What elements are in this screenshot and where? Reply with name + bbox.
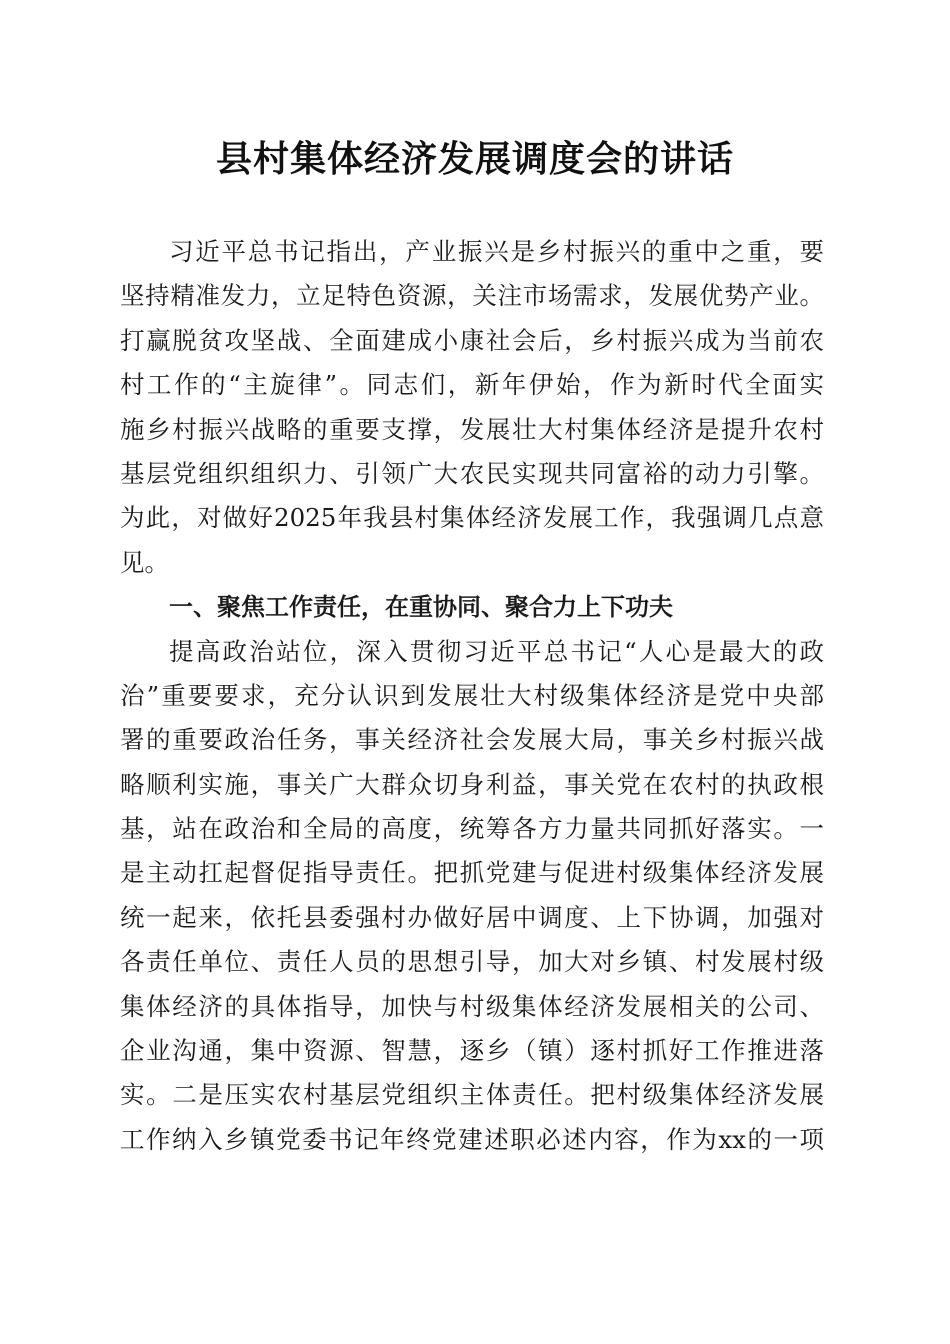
paragraph-line: 打赢脱贫攻坚战、全面建成小康社会后，乡村振兴成为当前农 [120,325,824,355]
paragraph-line: 实。二是压实农村基层党组织主体责任。把村级集体经济发展 [120,1080,824,1110]
paragraph-line: 为此，对做好2025年我县村集体经济发展工作，我强调几点意 [120,503,824,533]
paragraph-line: 习近平总书记指出，产业振兴是乡村振兴的重中之重，要 [169,237,824,266]
paragraph-line: 基，站在政治和全局的高度，统筹各方力量共同抓好落实。一 [120,814,824,844]
paragraph-line: 提高政治站位，深入贯彻习近平总书记“人心是最大的政 [169,636,824,666]
paragraph-line: 基层党组织组织力、引领广大农民实现共同富裕的动力引擎。 [120,458,824,488]
paragraph-line: 集体经济的具体指导，加快与村级集体经济发展相关的公司、 [120,991,824,1021]
document-body [120,230,824,1162]
paragraph-line: 工作纳入乡镇党委书记年终党建述职必述内容，作为xx的一项 [120,1124,824,1154]
paragraph-line: 治”重要要求，充分认识到发展壮大村级集体经济是党中央部 [120,680,824,710]
paragraph-line: 施乡村振兴战略的重要支撑，发展壮大村集体经济是提升农村 [120,414,824,444]
paragraph-line: 村工作的“主旋律”。同志们，新年伊始，作为新时代全面实 [120,370,824,400]
paragraph-line: 署的重要政治任务，事关经济社会发展大局，事关乡村振兴战 [120,725,824,755]
document-title: 县村集体经济发展调度会的讲话 [215,139,734,180]
paragraph-line: 企业沟通，集中资源、智慧，逐乡（镇）逐村抓好工作推进落 [120,1036,824,1066]
section-heading: 一、聚焦工作责任，在重协同、聚合力上下功夫 [169,593,673,622]
paragraph-line: 略顺利实施，事关广大群众切身利益，事关党在农村的执政根 [120,769,824,799]
paragraph-line: 见。 [120,547,169,577]
paragraph-line: 各责任单位、责任人员的思想引导，加大对乡镇、村发展村级 [120,947,824,977]
paragraph-line: 坚持精准发力，立足特色资源，关注市场需求，发展优势产业。 [120,281,824,311]
paragraph-line: 统一起来，依托县委强村办做好居中调度、上下协调，加强对 [120,902,824,932]
paragraph-line: 是主动扛起督促指导责任。把抓党建与促进村级集体经济发展 [120,858,824,888]
